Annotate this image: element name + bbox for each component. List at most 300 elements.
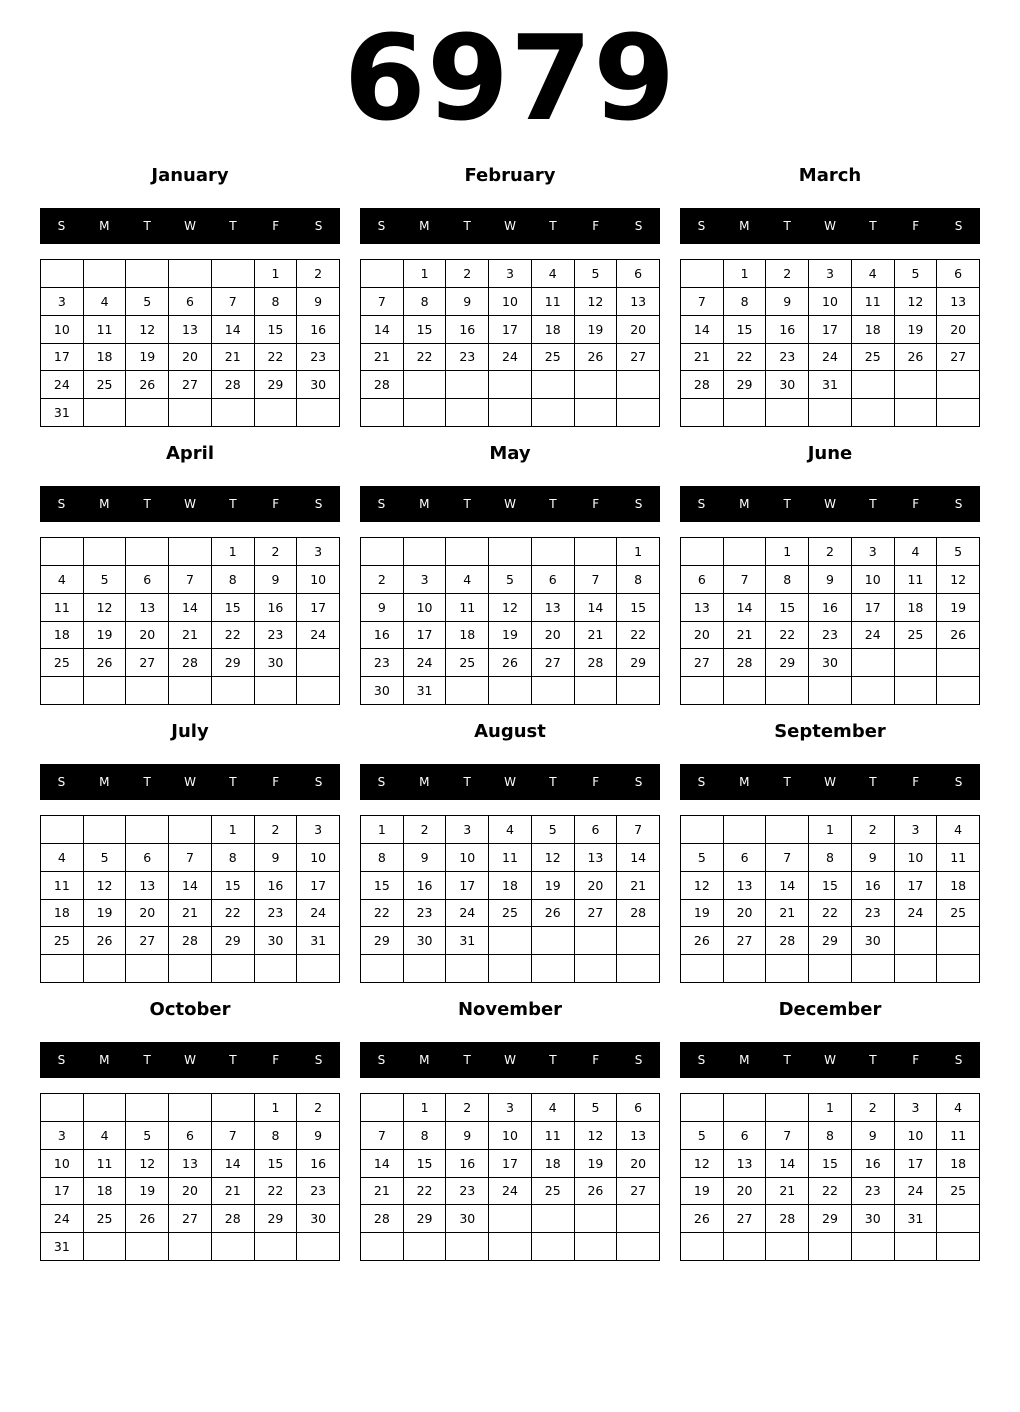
weekday-header [40,1042,340,1078]
day-cell: 12 [575,288,618,316]
day-cell: 18 [41,900,84,928]
day-cell: 16 [446,316,489,344]
weekday-label: T [783,1053,791,1067]
empty-day-cell [489,371,532,399]
day-cell: 22 [809,900,852,928]
month-name: June [807,443,853,464]
empty-day-cell [404,371,447,399]
empty-day-cell [41,955,84,983]
day-cell: 13 [724,1150,767,1178]
weekday-label: S [314,1053,323,1067]
empty-day-cell [895,649,938,677]
day-cell: 2 [297,1094,340,1122]
day-cell: 6 [617,1094,660,1122]
weekday-header [680,764,980,800]
weekday-label: T [783,775,791,789]
day-cell: 22 [724,344,767,372]
day-cell: 23 [766,344,809,372]
day-cell: 8 [404,288,447,316]
weekday-label: F [912,219,920,233]
weekday-label: M [739,497,750,511]
day-cell: 25 [41,927,84,955]
day-cell: 27 [937,344,980,372]
empty-day-cell [532,371,575,399]
day-cell: 15 [766,594,809,622]
day-cell: 16 [809,594,852,622]
day-cell: 10 [297,566,340,594]
empty-day-cell [126,1094,169,1122]
day-cell: 2 [446,1094,489,1122]
days-grid [680,259,980,427]
weekday-label: F [272,219,280,233]
day-cell: 15 [255,316,298,344]
empty-day-cell [489,1205,532,1233]
empty-day-cell [617,955,660,983]
day-cell: 15 [724,316,767,344]
weekday-header [680,486,980,522]
days-grid [680,1093,980,1261]
empty-day-cell [617,1233,660,1261]
day-cell: 21 [169,622,212,650]
empty-day-cell [809,955,852,983]
day-cell: 24 [489,344,532,372]
month-name: March [798,165,862,186]
day-cell: 6 [617,260,660,288]
day-cell: 1 [724,260,767,288]
day-cell: 4 [41,566,84,594]
day-cell: 25 [446,649,489,677]
empty-day-cell [724,677,767,705]
weekday-label: S [57,497,66,511]
day-cell: 14 [766,872,809,900]
day-cell: 30 [255,649,298,677]
day-cell: 15 [404,316,447,344]
day-cell: 20 [617,1150,660,1178]
day-cell: 1 [212,816,255,844]
day-cell: 19 [126,344,169,372]
day-cell: 27 [532,649,575,677]
month-name: August [474,721,546,742]
day-cell: 4 [532,260,575,288]
weekday-label: S [634,497,643,511]
weekday-label: S [57,775,66,789]
day-cell: 15 [809,872,852,900]
weekday-label: M [99,497,110,511]
day-cell: 12 [126,1150,169,1178]
day-cell: 27 [126,927,169,955]
day-cell: 21 [361,1178,404,1206]
month-name: July [171,721,209,742]
day-cell: 8 [809,844,852,872]
day-cell: 31 [809,371,852,399]
day-cell: 23 [446,1178,489,1206]
weekday-label: M [99,775,110,789]
day-cell: 28 [361,371,404,399]
day-cell: 7 [169,844,212,872]
empty-day-cell [297,399,340,427]
day-cell: 18 [84,344,127,372]
empty-day-cell [212,677,255,705]
empty-day-cell [297,649,340,677]
day-cell: 25 [852,344,895,372]
weekday-header [40,208,340,244]
day-cell: 17 [297,594,340,622]
day-cell: 31 [41,1233,84,1261]
day-cell: 14 [212,316,255,344]
day-cell: 27 [169,371,212,399]
day-cell: 3 [297,538,340,566]
day-cell: 7 [361,1122,404,1150]
weekday-header [360,1042,660,1078]
day-cell: 3 [852,538,895,566]
day-cell: 20 [169,1178,212,1206]
empty-day-cell [84,260,127,288]
day-cell: 8 [212,844,255,872]
empty-day-cell [446,677,489,705]
weekday-label: T [549,497,557,511]
day-cell: 9 [297,288,340,316]
day-cell: 6 [681,566,724,594]
weekday-label: T [143,775,151,789]
day-cell: 12 [575,1122,618,1150]
weekday-label: F [912,1053,920,1067]
empty-day-cell [446,955,489,983]
empty-day-cell [255,399,298,427]
day-cell: 11 [937,1122,980,1150]
day-cell: 31 [446,927,489,955]
day-cell: 31 [895,1205,938,1233]
day-cell: 20 [617,316,660,344]
day-cell: 13 [617,288,660,316]
days-grid [360,259,660,427]
day-cell: 11 [895,566,938,594]
day-cell: 13 [532,594,575,622]
day-cell: 15 [361,872,404,900]
day-cell: 26 [895,344,938,372]
day-cell: 12 [126,316,169,344]
day-cell: 10 [404,594,447,622]
day-cell: 18 [489,872,532,900]
weekday-label: T [783,497,791,511]
day-cell: 4 [446,566,489,594]
empty-day-cell [446,399,489,427]
day-cell: 28 [724,649,767,677]
day-cell: 19 [84,900,127,928]
day-cell: 9 [404,844,447,872]
day-cell: 18 [84,1178,127,1206]
day-cell: 10 [895,844,938,872]
day-cell: 29 [212,927,255,955]
day-cell: 11 [937,844,980,872]
empty-day-cell [724,1094,767,1122]
weekday-label: S [697,775,706,789]
weekday-label: F [272,497,280,511]
weekday-label: S [697,1053,706,1067]
day-cell: 25 [489,900,532,928]
day-cell: 14 [361,316,404,344]
empty-day-cell [766,399,809,427]
day-cell: 21 [724,622,767,650]
weekday-label: T [869,497,877,511]
day-cell: 4 [84,1122,127,1150]
day-cell: 2 [297,260,340,288]
weekday-label: W [184,1053,196,1067]
weekday-label: T [869,219,877,233]
empty-day-cell [169,955,212,983]
day-cell: 16 [255,872,298,900]
empty-day-cell [41,816,84,844]
day-cell: 23 [361,649,404,677]
empty-day-cell [766,1094,809,1122]
day-cell: 26 [937,622,980,650]
day-cell: 23 [297,344,340,372]
day-cell: 7 [724,566,767,594]
day-cell: 20 [724,900,767,928]
empty-day-cell [532,677,575,705]
day-cell: 23 [404,900,447,928]
weekday-label: W [824,1053,836,1067]
empty-day-cell [681,955,724,983]
day-cell: 25 [84,371,127,399]
day-cell: 4 [84,288,127,316]
empty-day-cell [575,399,618,427]
day-cell: 18 [852,316,895,344]
empty-day-cell [169,399,212,427]
empty-day-cell [681,538,724,566]
day-cell: 8 [255,1122,298,1150]
empty-day-cell [489,1233,532,1261]
empty-day-cell [852,649,895,677]
weekday-label: M [739,1053,750,1067]
day-cell: 8 [766,566,809,594]
day-cell: 22 [404,1178,447,1206]
weekday-header [360,208,660,244]
empty-day-cell [212,260,255,288]
day-cell: 3 [297,816,340,844]
empty-day-cell [41,1094,84,1122]
weekday-label: S [634,219,643,233]
weekday-label: M [99,219,110,233]
day-cell: 27 [126,649,169,677]
empty-day-cell [575,1205,618,1233]
day-cell: 27 [617,1178,660,1206]
day-cell: 2 [361,566,404,594]
day-cell: 29 [724,371,767,399]
weekday-label: F [592,775,600,789]
empty-day-cell [361,955,404,983]
weekday-label: W [184,775,196,789]
day-cell: 17 [809,316,852,344]
day-cell: 8 [617,566,660,594]
day-cell: 6 [169,288,212,316]
empty-day-cell [361,399,404,427]
day-cell: 10 [41,1150,84,1178]
day-cell: 30 [446,1205,489,1233]
empty-day-cell [84,399,127,427]
empty-day-cell [617,371,660,399]
day-cell: 14 [724,594,767,622]
day-cell: 8 [255,288,298,316]
empty-day-cell [255,1233,298,1261]
weekday-label: T [229,219,237,233]
day-cell: 26 [575,1178,618,1206]
weekday-label: T [549,1053,557,1067]
day-cell: 23 [297,1178,340,1206]
day-cell: 20 [126,900,169,928]
day-cell: 1 [361,816,404,844]
weekday-label: M [419,1053,430,1067]
day-cell: 10 [297,844,340,872]
day-cell: 3 [489,260,532,288]
day-cell: 8 [809,1122,852,1150]
month-name: May [489,443,531,464]
day-cell: 7 [617,816,660,844]
empty-day-cell [489,538,532,566]
day-cell: 11 [489,844,532,872]
day-cell: 5 [681,1122,724,1150]
empty-day-cell [895,1233,938,1261]
weekday-label: T [229,497,237,511]
day-cell: 30 [852,927,895,955]
weekday-label: S [57,219,66,233]
day-cell: 24 [895,1178,938,1206]
day-cell: 16 [852,1150,895,1178]
weekday-label: S [954,775,963,789]
empty-day-cell [937,1233,980,1261]
day-cell: 10 [489,1122,532,1150]
day-cell: 5 [84,844,127,872]
weekday-label: W [504,1053,516,1067]
day-cell: 9 [255,844,298,872]
weekday-label: S [377,497,386,511]
weekday-label: M [419,219,430,233]
empty-day-cell [84,538,127,566]
day-cell: 5 [84,566,127,594]
day-cell: 5 [126,288,169,316]
empty-day-cell [212,399,255,427]
day-cell: 11 [446,594,489,622]
empty-day-cell [681,260,724,288]
empty-day-cell [126,260,169,288]
empty-day-cell [937,677,980,705]
day-cell: 26 [126,371,169,399]
day-cell: 23 [852,1178,895,1206]
day-cell: 23 [809,622,852,650]
day-cell: 26 [575,344,618,372]
day-cell: 1 [255,1094,298,1122]
empty-day-cell [361,1094,404,1122]
month-name: December [778,999,882,1020]
month-name: January [151,165,229,186]
empty-day-cell [169,538,212,566]
day-cell: 6 [724,1122,767,1150]
day-cell: 15 [212,594,255,622]
weekday-label: W [184,219,196,233]
day-cell: 15 [212,872,255,900]
day-cell: 10 [489,288,532,316]
weekday-label: S [377,1053,386,1067]
day-cell: 11 [84,1150,127,1178]
day-cell: 3 [41,288,84,316]
day-cell: 22 [404,344,447,372]
day-cell: 15 [404,1150,447,1178]
day-cell: 28 [169,927,212,955]
day-cell: 18 [937,1150,980,1178]
empty-day-cell [852,1233,895,1261]
empty-day-cell [895,371,938,399]
empty-day-cell [404,538,447,566]
day-cell: 22 [212,900,255,928]
empty-day-cell [617,677,660,705]
days-grid [360,1093,660,1261]
day-cell: 2 [255,538,298,566]
empty-day-cell [766,677,809,705]
day-cell: 20 [937,316,980,344]
day-cell: 27 [724,1205,767,1233]
day-cell: 17 [852,594,895,622]
day-cell: 4 [41,844,84,872]
day-cell: 29 [255,1205,298,1233]
weekday-label: F [592,219,600,233]
weekday-label: W [504,219,516,233]
day-cell: 19 [532,872,575,900]
empty-day-cell [84,1094,127,1122]
empty-day-cell [852,371,895,399]
empty-day-cell [617,927,660,955]
day-cell: 4 [895,538,938,566]
empty-day-cell [937,1205,980,1233]
day-cell: 20 [169,344,212,372]
day-cell: 22 [809,1178,852,1206]
empty-day-cell [852,677,895,705]
day-cell: 19 [489,622,532,650]
day-cell: 17 [41,1178,84,1206]
day-cell: 17 [446,872,489,900]
day-cell: 28 [766,1205,809,1233]
day-cell: 2 [809,538,852,566]
day-cell: 27 [575,900,618,928]
day-cell: 24 [809,344,852,372]
empty-day-cell [532,1205,575,1233]
day-cell: 20 [575,872,618,900]
day-cell: 25 [895,622,938,650]
weekday-label: F [592,497,600,511]
empty-day-cell [937,371,980,399]
day-cell: 31 [404,677,447,705]
day-cell: 13 [681,594,724,622]
day-cell: 14 [212,1150,255,1178]
day-cell: 13 [169,1150,212,1178]
empty-day-cell [937,399,980,427]
day-cell: 24 [446,900,489,928]
day-cell: 2 [255,816,298,844]
empty-day-cell [895,955,938,983]
day-cell: 24 [489,1178,532,1206]
day-cell: 12 [681,872,724,900]
empty-day-cell [681,1233,724,1261]
day-cell: 5 [937,538,980,566]
empty-day-cell [895,927,938,955]
weekday-label: S [377,219,386,233]
day-cell: 24 [404,649,447,677]
empty-day-cell [41,677,84,705]
empty-day-cell [724,1233,767,1261]
day-cell: 28 [681,371,724,399]
day-cell: 19 [937,594,980,622]
day-cell: 1 [212,538,255,566]
empty-day-cell [169,1233,212,1261]
empty-day-cell [895,399,938,427]
